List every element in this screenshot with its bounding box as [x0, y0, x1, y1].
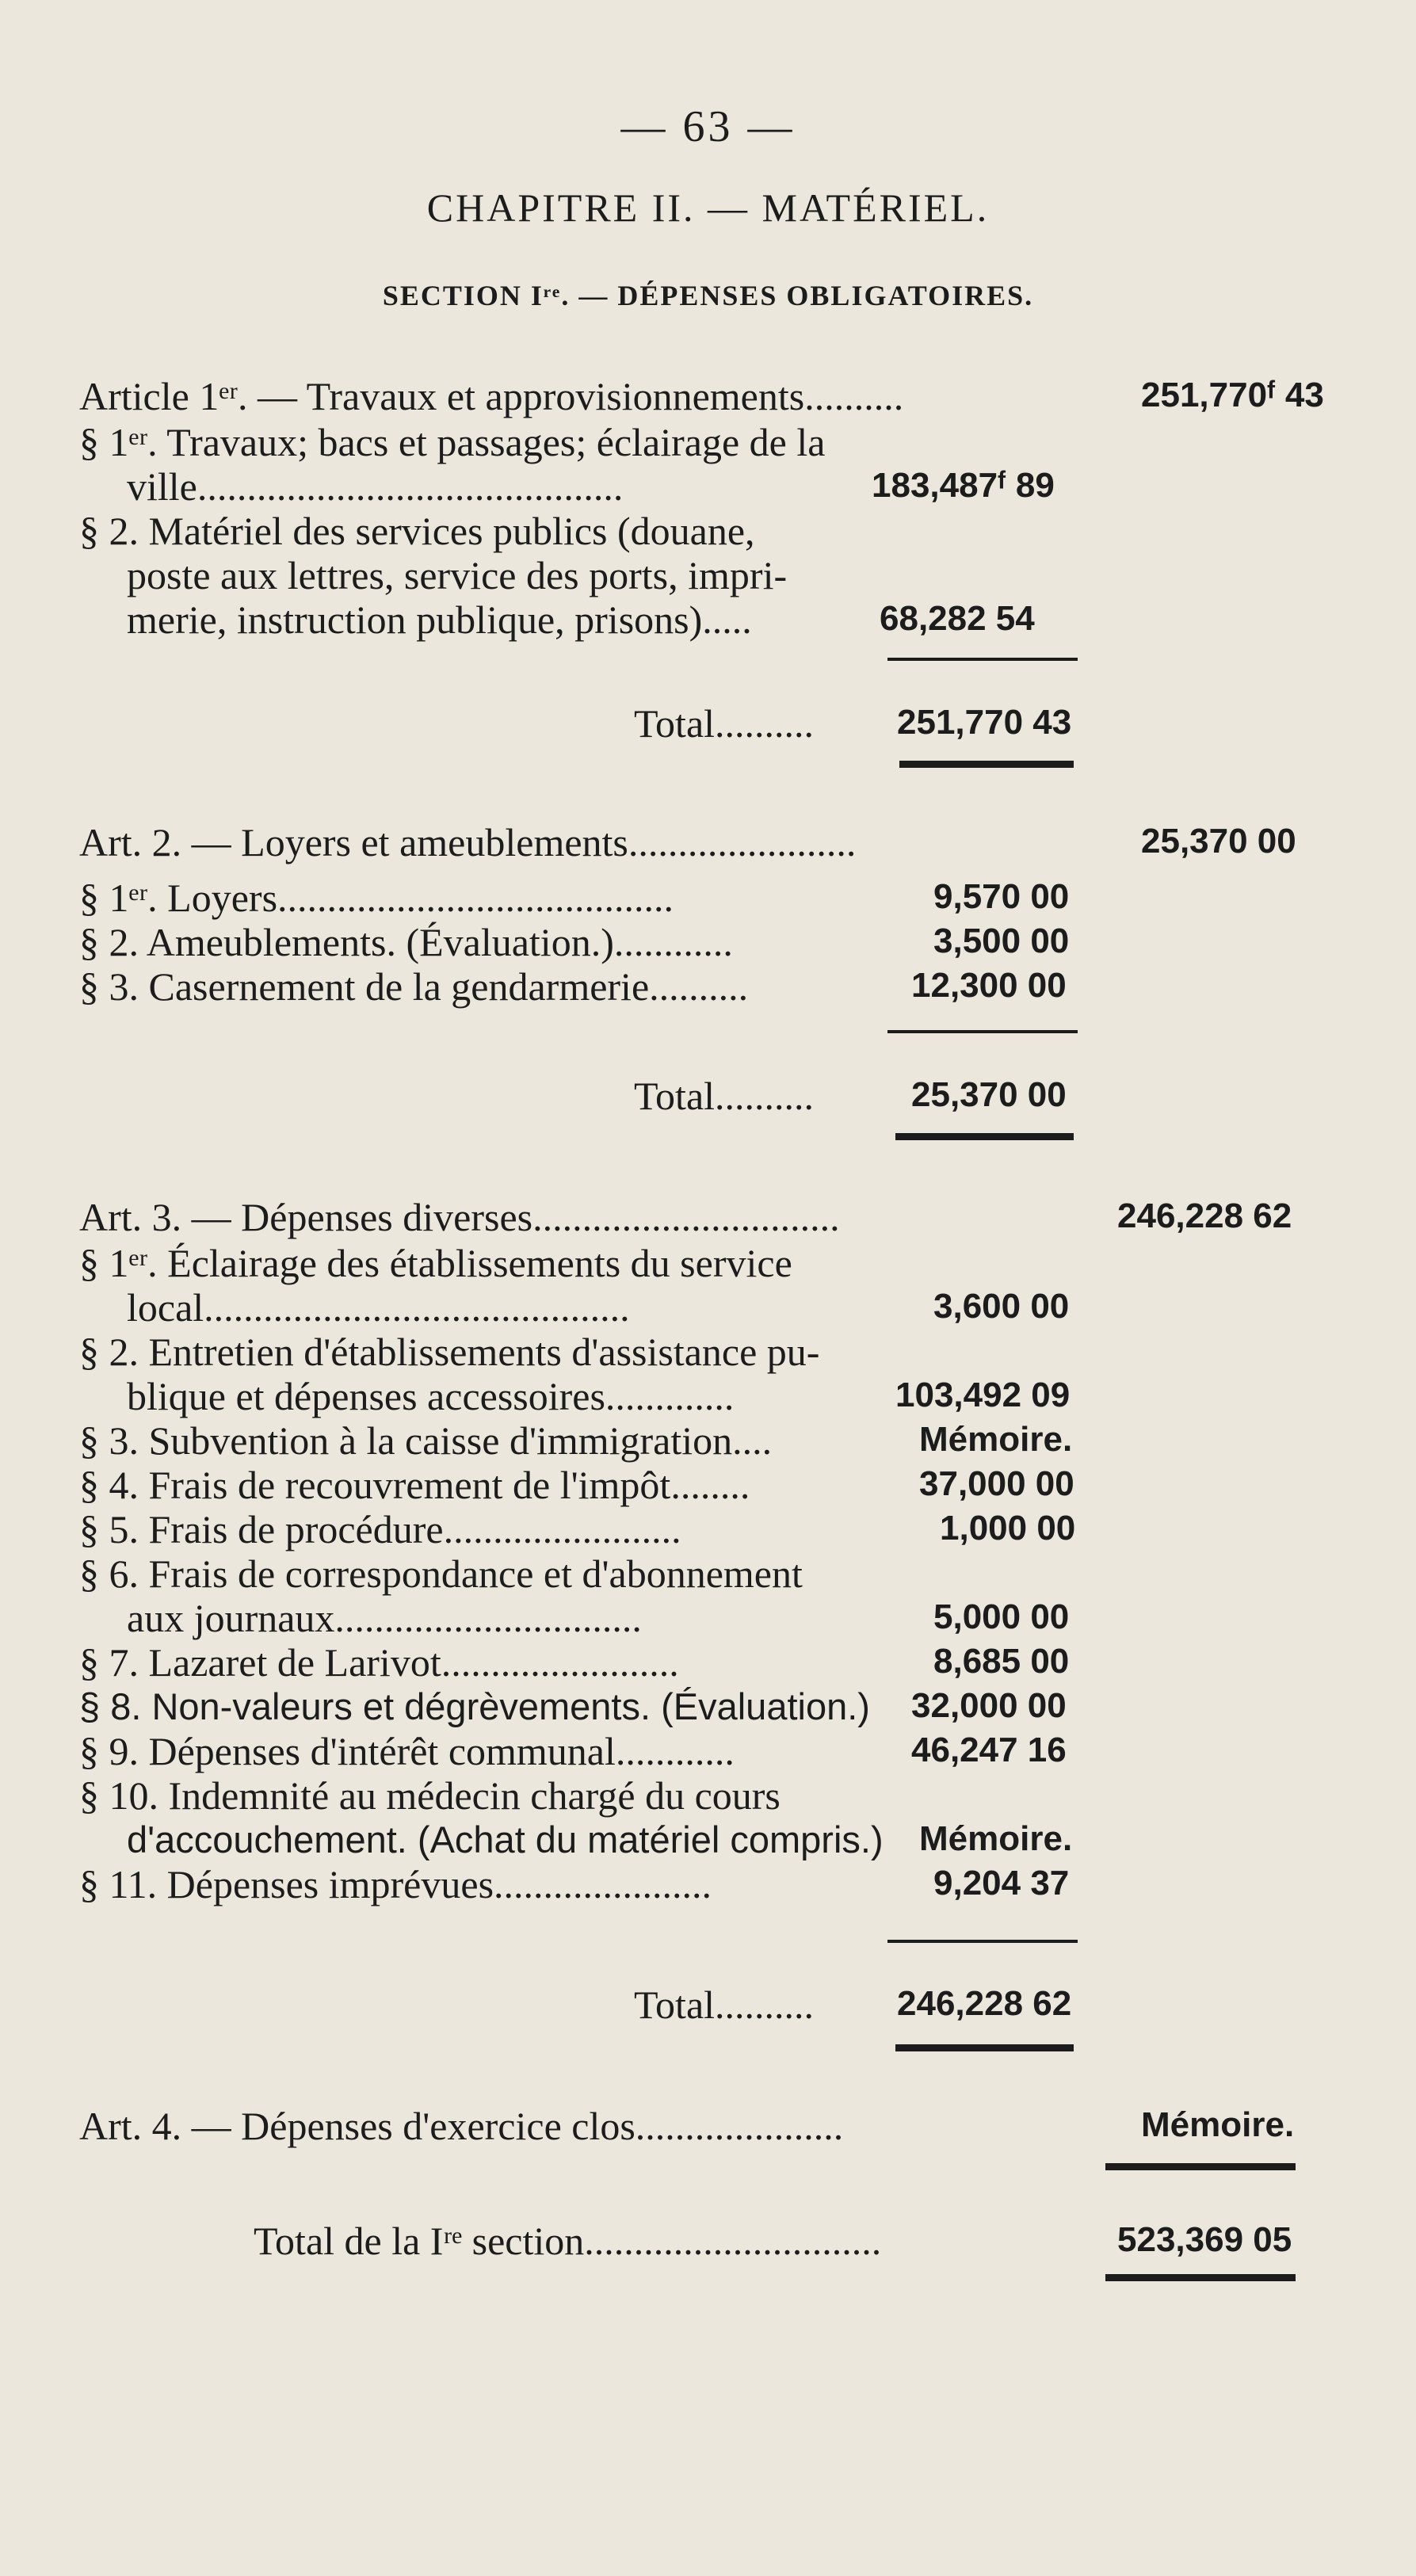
article-3-total-label: Total..........: [634, 1983, 815, 2027]
article-3-item-2-amount: 103,492 09: [895, 1376, 1071, 1414]
article-2-total-label: Total..........: [634, 1074, 815, 1118]
article-2-header: Art. 2. — Loyers et ameublements.......................: [79, 820, 857, 864]
chapter-title: CHAPITRE II. — MATÉRIEL.: [426, 185, 990, 230]
section-total-underline: [1105, 2274, 1296, 2281]
article-1-item-2-line-3: merie, instruction publique, prisons).....: [127, 597, 752, 642]
article-3-item-3-amount: Mémoire.: [919, 1420, 1073, 1459]
article-1-item-2-amount: 68,282 54: [880, 599, 1035, 638]
article-3-item-6-line-1: § 6. Frais de correspondance et d'abonnement: [79, 1551, 803, 1596]
article-2-item-1: § 1ᵉʳ. Loyers........................................: [79, 876, 674, 920]
article-1-header: Article 1ᵉʳ. — Travaux et approvisionnements..........: [79, 374, 904, 418]
page-number: — 63 —: [620, 102, 796, 151]
article-2-item-2: § 2. Ameublements. (Évaluation.)............: [79, 920, 733, 964]
article-3-item-3: § 3. Subvention à la caisse d'immigration....: [79, 1418, 773, 1463]
article-1-total-amount: 251,770 43: [897, 703, 1072, 742]
article-1-total-underline: [899, 761, 1074, 768]
article-2-total-underline: [895, 1133, 1074, 1140]
article-3-item-8: § 8. Non-valeurs et dégrèvements. (Évaluation.): [79, 1685, 870, 1727]
article-2-item-2-amount: 3,500 00: [933, 922, 1070, 960]
article-2-amount: 25,370 00: [1141, 822, 1296, 861]
article-2-total-rule: [887, 1030, 1078, 1033]
article-2-item-3-amount: 12,300 00: [911, 966, 1067, 1005]
article-1-total-label: Total..........: [634, 701, 815, 746]
article-2-item-3: § 3. Casernement de la gendarmerie..........: [79, 964, 749, 1009]
article-3-item-9-amount: 46,247 16: [911, 1731, 1067, 1769]
article-3-total-amount: 246,228 62: [897, 1984, 1072, 2023]
article-3-item-4: § 4. Frais de recouvrement de l'impôt........: [79, 1463, 750, 1507]
article-3-item-10-line-2: d'accouchement. (Achat du matériel compris.): [127, 1818, 884, 1860]
section-total-amount: 523,369 05: [1117, 2220, 1292, 2259]
article-1-item-2-line-1: § 2. Matériel des services publics (douane,: [79, 509, 755, 553]
article-3-item-1-line-2: local...........................................: [127, 1285, 630, 1330]
article-1-item-2-line-2: poste aux lettres, service des ports, impri-: [127, 553, 788, 597]
article-3-item-7-amount: 8,685 00: [933, 1642, 1070, 1681]
article-3-total-rule: [887, 1940, 1078, 1943]
article-1-item-1-line-2: ville...........................................: [127, 464, 624, 509]
article-3-item-10-line-1: § 10. Indemnité au médecin chargé du cours: [79, 1773, 781, 1818]
article-1-total-rule: [887, 658, 1078, 661]
section-title: SECTION Iʳᵉ. — DÉPENSES OBLIGATOIRES.: [382, 280, 1034, 311]
section-total-label: Total de la Iʳᵉ section..............................: [254, 2219, 882, 2263]
article-3-item-2-line-1: § 2. Entretien d'établissements d'assistance pu-: [79, 1330, 820, 1374]
article-3-item-1-amount: 3,600 00: [933, 1287, 1070, 1326]
article-4-header: Art. 4. — Dépenses d'exercice clos.....................: [79, 2104, 844, 2148]
article-1-amount: 251,770ᶠ 43: [1141, 376, 1324, 414]
article-2-total-amount: 25,370 00: [911, 1075, 1067, 1114]
article-3-item-6-line-2: aux journaux...............................: [127, 1596, 642, 1640]
article-3-amount: 246,228 62: [1117, 1196, 1292, 1235]
article-3-item-10-amount: Mémoire.: [919, 1819, 1073, 1858]
article-3-item-2-line-2: blique et dépenses accessoires.............: [127, 1374, 735, 1418]
article-3-item-8-amount: 32,000 00: [911, 1686, 1067, 1725]
article-1-item-1-amount: 183,487ᶠ 89: [872, 466, 1055, 505]
article-2-item-1-amount: 9,570 00: [933, 877, 1070, 916]
article-3-header: Art. 3. — Dépenses diverses...............................: [79, 1195, 840, 1239]
article-3-item-4-amount: 37,000 00: [919, 1464, 1074, 1503]
article-4-amount: Mémoire.: [1141, 2105, 1295, 2144]
article-3-item-1-line-1: § 1ᵉʳ. Éclairage des établissements du service: [79, 1241, 792, 1285]
article-3-item-7: § 7. Lazaret de Larivot........................: [79, 1640, 679, 1685]
article-3-item-5: § 5. Frais de procédure........................: [79, 1507, 681, 1551]
article-3-item-5-amount: 1,000 00: [940, 1509, 1076, 1548]
article-4-underline: [1105, 2163, 1296, 2170]
article-3-item-11-amount: 9,204 37: [933, 1864, 1070, 1902]
article-3-item-11: § 11. Dépenses imprévues......................: [79, 1862, 712, 1906]
article-3-item-6-amount: 5,000 00: [933, 1597, 1070, 1636]
article-3-item-9: § 9. Dépenses d'intérêt communal............: [79, 1729, 735, 1773]
article-3-total-underline: [895, 2044, 1074, 2051]
article-1-item-1-line-1: § 1ᵉʳ. Travaux; bacs et passages; éclairage de la: [79, 420, 826, 464]
